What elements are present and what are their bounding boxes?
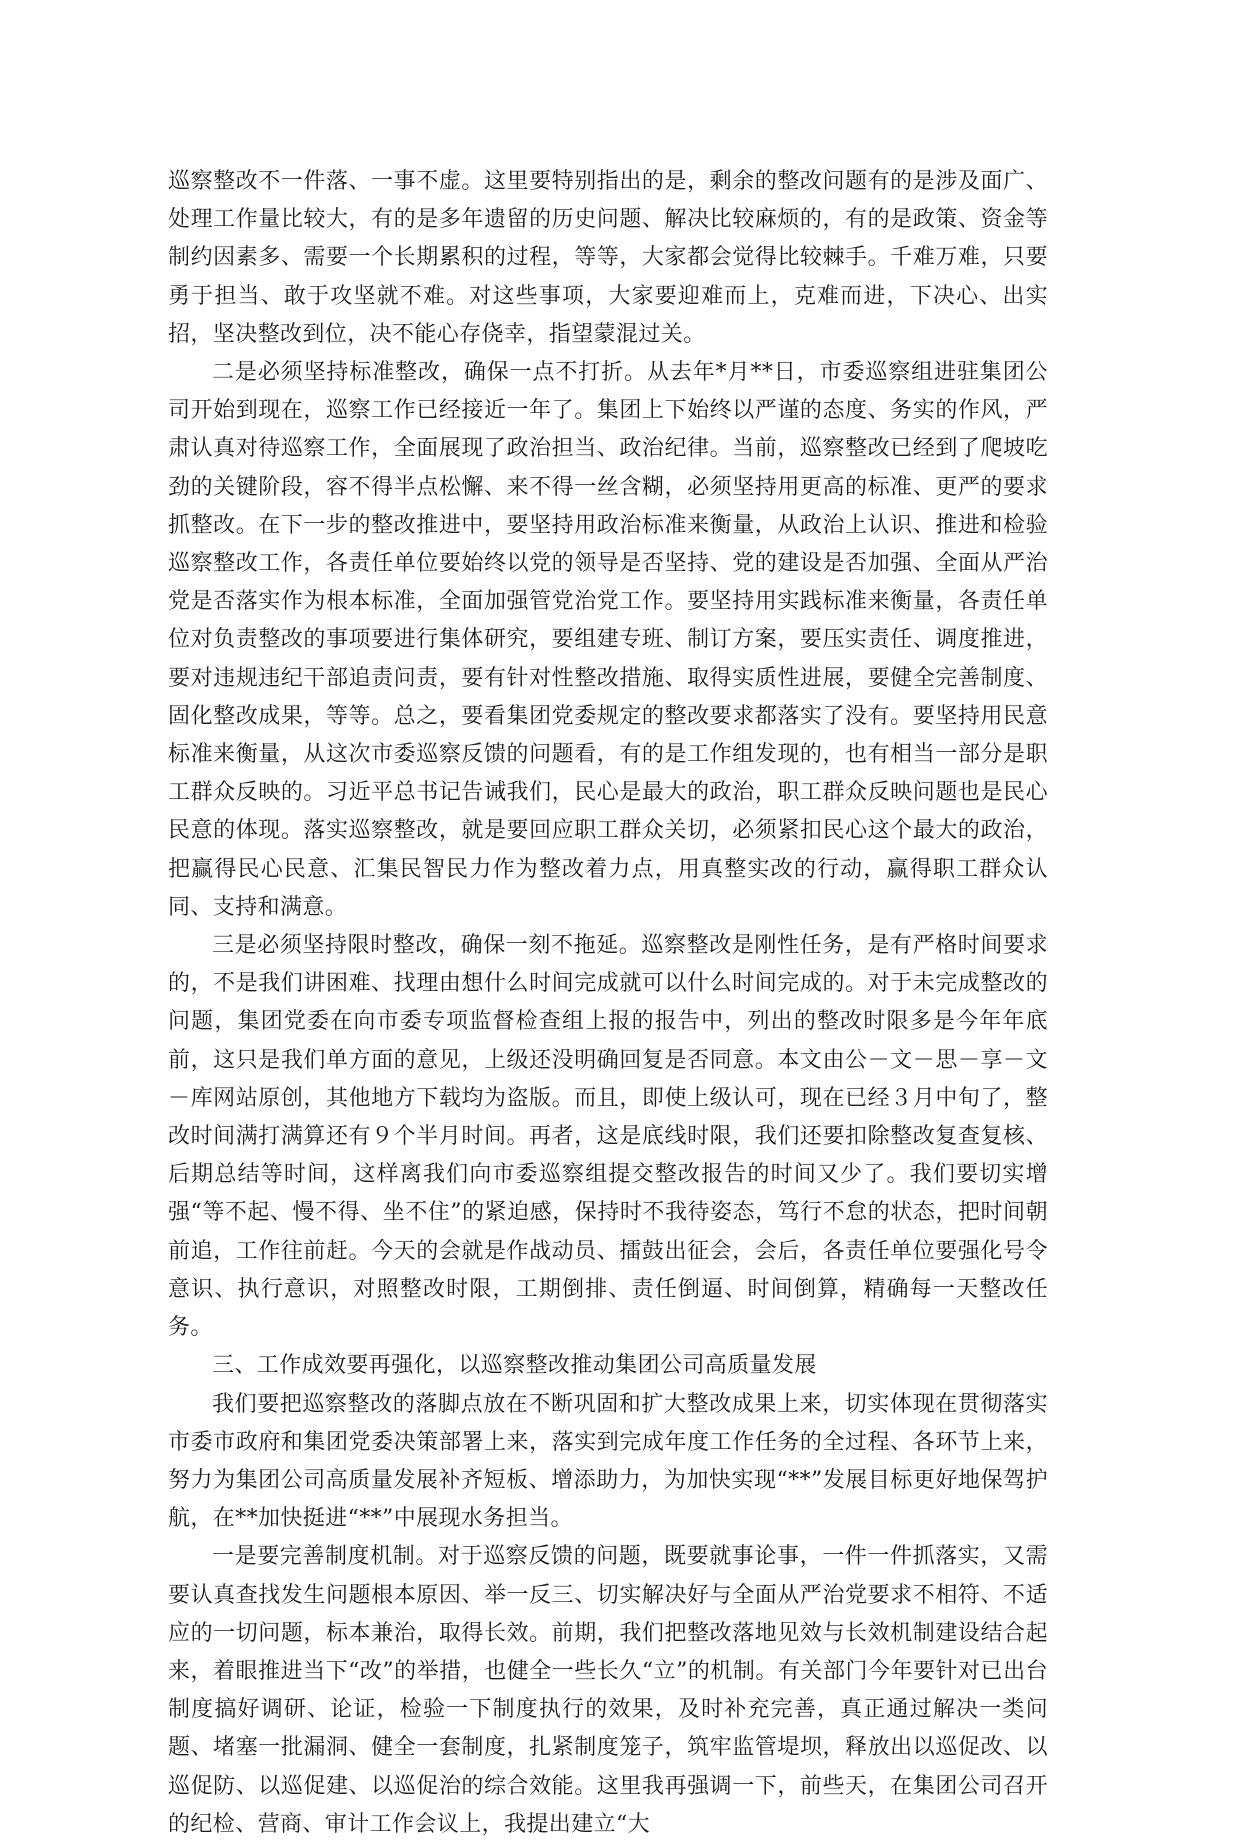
paragraph-2: 二是必须坚持标准整改，确保一点不打折。从去年*月**日，市委巡察组进驻集团公司开始到现在，巡察工作已经接近一年了。集团上下始终以严谨的态度、务实的作风，严肃认真对待巡察工作，全面展现了政治担当、政治纪律。当前，巡察整改已经到了爬坡吃劲的关键阶段，容不得半点松懈、来不得一丝含糊，必须坚持用更高的标准、更严的要求抓整改。在下一步的整改推进中，要坚持用政治标准来衡量，从政治上认识、推进和检验巡察整改工作，各责任单位要始终以党的领导是否坚持、党的建设是否加强、全面从严治党是否落实作为根本标准，全面加强管党治党工作。要坚持用实践标准来衡量，各责任单位对负责整改的事项要进行集体研究，要组建专班、制订方案，要压实责任、调度推进，要对违规违纪干部追责问责，要有针对性整改措施、取得实质性进展，要健全完善制度、固化整改成果，等等。总之，要看集团党委规定的整改要求都落实了没有。要坚持用民意标准来衡量，从这次市委巡察反馈的问题看，有的是工作组发现的，也有相当一部分是职工群众反映的。习近平总书记告诫我们，民心是最大的政治，职工群众反映问题也是民心民意的体现。落实巡察整改，就是要回应职工群众关切，必须紧扣民心这个最大的政治，把赢得民心民意、汇集民智民力作为整改着力点，用真整实改的行动，赢得职工群众认同、支持和满意。 — [168, 360, 1048, 920]
paragraph-3: 三是必须坚持限时整改，确保一刻不拖延。巡察整改是刚性任务，是有严格时间要求的，不是我们讲困难、找理由想什么时间完成就可以什么时间完成的。对于未完成整改的问题，集团党委在向市委专项监督检查组上报的报告中，列出的整改时限多是今年年底前，这只是我们单方面的意见，上级还没明确回复是否同意。本文由公－文－思－享－文－库网站原创，其他地方下载均为盗版。而且，即使上级认可，现在已经３月中旬了，整改时间满打满算还有９个半月时间。再者，这是底线时限，我们还要扣除整改复查复核、后期总结等时间，这样离我们向市委巡察组提交整改报告的时间又少了。我们要切实增强“等不起、慢不得、坐不住”的紧迫感，保持时不我待姿态，笃行不怠的状态，把时间朝前追，工作往前赶。今天的会就是作战动员、擂鼓出征会，会后，各责任单位要强化号令意识、执行意识，对照整改时限，工期倒排、责任倒逼、时间倒算，精确每一天整改任务。 — [168, 933, 1048, 1341]
document-body — [168, 163, 1048, 1844]
paragraph-1: 巡察整改不一件落、一事不虚。这里要特别指出的是，剩余的整改问题有的是涉及面广、处理工作量比较大，有的是多年遗留的历史问题、解决比较麻烦的，有的是政策、资金等制约因素多、需要一个长期累积的过程，等等，大家都会觉得比较棘手。千难万难，只要勇于担当、敢于攻坚就不难。对这些事项，大家要迎难而上，克难而进，下决心、出实招，坚决整改到位，决不能心存侥幸，指望蒙混过关。 — [168, 169, 1048, 347]
paragraph-5: 一是要完善制度机制。对于巡察反馈的问题，既要就事论事，一件一件抓落实，又需要认真查找发生问题根本原因、举一反三、切实解决好与全面从严治党要求不相符、不适应的一切问题，标本兼治，取得长效。前期，我们把整改落地见效与长效机制建设结合起来，着眼推进当下“改”的举措，也健全一些长久“立”的机制。有关部门今年要针对已出台制度搞好调研、论证，检验一下制度执行的效果，及时补充完善，真正通过解决一类问题、堵塞一批漏洞、健全一套制度，扎紧制度笼子，筑牢监管堤坝，释放出以巡促改、以巡促防、以巡促建、以巡促治的综合效能。这里我再强调一下，前些天，在集团公司召开的纪检、营商、审计工作会议上，我提出建立“大 — [168, 1544, 1048, 1837]
section-heading: 三、工作成效要再强化，以巡察整改推动集团公司高质量发展 — [212, 1353, 817, 1379]
paragraph-4: 我们要把巡察整改的落脚点放在不断巩固和扩大整改成果上来，切实体现在贯彻落实市委市政府和集团党委决策部署上来，落实到完成年度工作任务的全过程、各环节上来，努力为集团公司高质量发展补齐短板、增添助力，为加快实现“**”发展目标更好地保驾护航，在**加快挺进“**”中展现水务担当。 — [168, 1391, 1048, 1532]
